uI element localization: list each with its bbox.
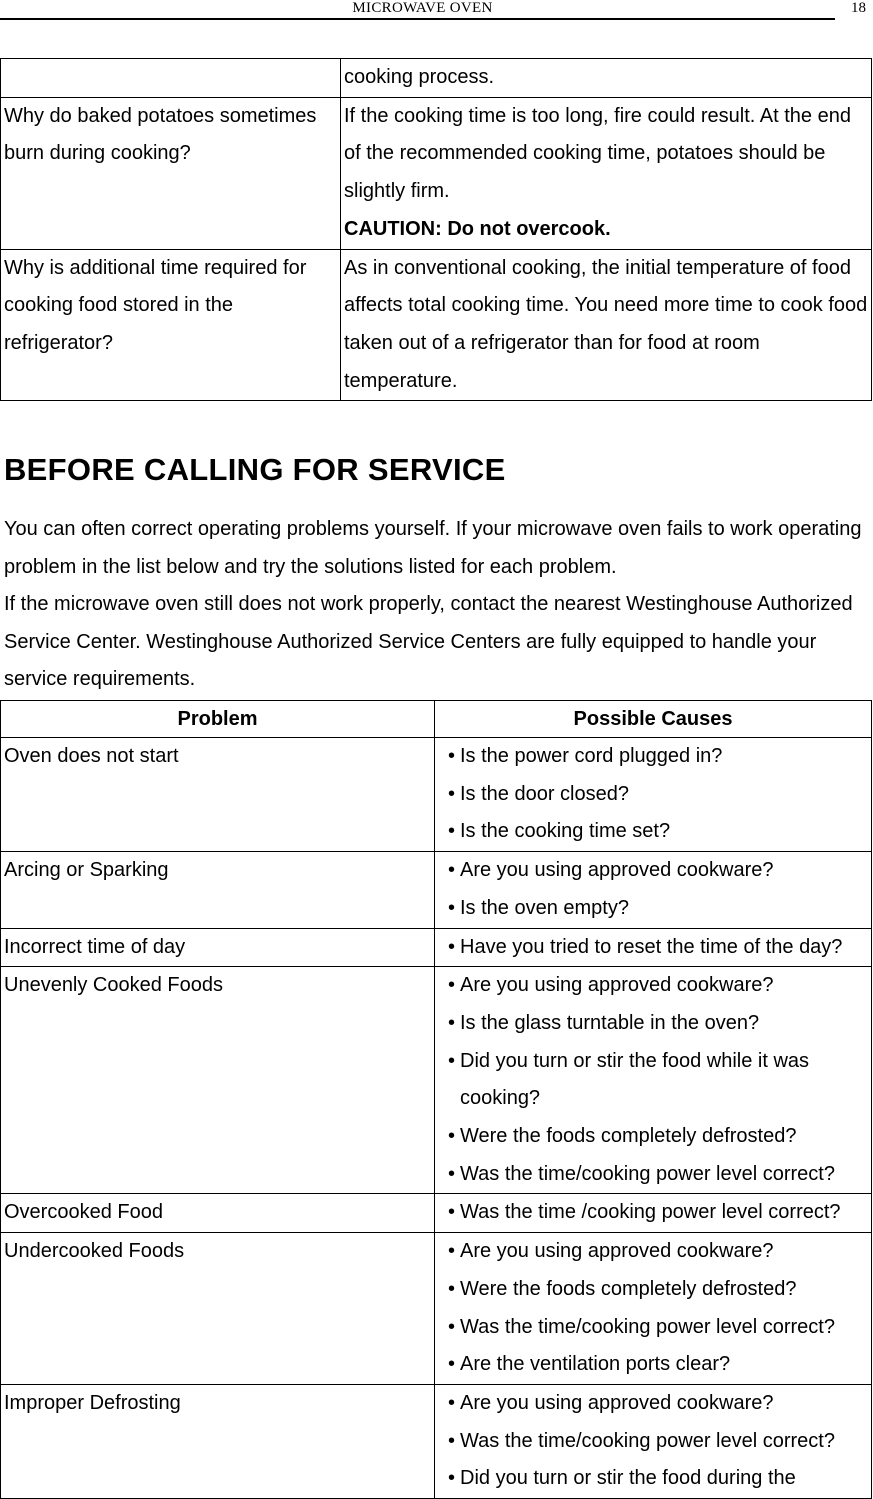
bullet-icon: • xyxy=(447,1240,455,1263)
troubleshooting-table xyxy=(0,700,872,1499)
cause-item: • Have you tried to reset the time of the day? xyxy=(443,929,871,967)
faq-question xyxy=(1,59,341,98)
table-row xyxy=(1,1233,872,1385)
bullet-icon: • xyxy=(447,1011,455,1034)
faq-table xyxy=(0,58,872,401)
causes-cell xyxy=(435,1233,872,1385)
bullet-icon: • xyxy=(447,935,455,958)
problem-cell: Overcooked Food xyxy=(1,1194,435,1233)
cause-item: • Is the cooking time set? xyxy=(443,813,871,851)
cause-item: • Was the time/cooking power level correct? xyxy=(443,1309,871,1347)
cause-item: • Was the time/cooking power level correct? xyxy=(443,1156,871,1194)
cause-item: • Is the door closed? xyxy=(443,776,871,814)
table-row xyxy=(1,738,872,852)
cause-item: • Is the oven empty? xyxy=(443,890,871,928)
faq-answer-cell xyxy=(341,97,872,249)
problem-cell: Improper Defrosting xyxy=(1,1384,435,1498)
bullet-icon: • xyxy=(447,1162,455,1185)
page-number: 18 xyxy=(851,0,866,16)
causes-cell xyxy=(435,967,872,1194)
faq-row xyxy=(1,97,872,249)
bullet-icon: • xyxy=(447,820,455,843)
cause-item: • Were the foods completely defrosted? xyxy=(443,1118,871,1156)
bullet-icon: • xyxy=(447,859,455,882)
table-row xyxy=(1,928,872,967)
causes-cell xyxy=(435,852,872,928)
cause-item: • Is the glass turntable in the oven? xyxy=(443,1005,871,1043)
bullet-icon: • xyxy=(447,782,455,805)
table-row xyxy=(1,1384,872,1498)
bullet-icon: • xyxy=(447,1391,455,1414)
faq-answer: cooking process. xyxy=(341,59,872,98)
faq-question: Why do baked potatoes sometimes burn during cooking? xyxy=(1,97,341,249)
bullet-icon: • xyxy=(447,1315,455,1338)
bullet-icon: • xyxy=(447,974,455,997)
cause-item: • Are you using approved cookware? xyxy=(443,1233,871,1271)
faq-question: Why is additional time required for cooking food stored in the refrigerator? xyxy=(1,249,341,401)
faq-answer: If the cooking time is too long, fire could result. At the end of the recommended cooking time, potatoes should be slightly firm. xyxy=(344,104,851,203)
causes-cell xyxy=(435,738,872,852)
causes-cell xyxy=(435,1384,872,1498)
intro-paragraph: If the microwave oven still does not work properly, contact the nearest Westinghouse Authorized Service Center. Westinghouse Authorized Service Centers are fully equipped to handle your service requirements. xyxy=(4,593,853,690)
intro-text xyxy=(4,511,870,699)
cause-item: • Did you turn or stir the food during the xyxy=(443,1460,871,1498)
header-title: MICROWAVE OVEN xyxy=(352,0,493,16)
problem-cell: Oven does not start xyxy=(1,738,435,852)
cause-item: • Are you using approved cookware? xyxy=(443,852,871,890)
problem-cell: Arcing or Sparking xyxy=(1,852,435,928)
bullet-icon: • xyxy=(447,1353,455,1376)
faq-answer: As in conventional cooking, the initial temperature of food affects total cooking time. You need more time to cook food taken out of a refrigerator than for food at room temperature. xyxy=(341,249,872,401)
table-row xyxy=(1,967,872,1194)
column-header-problem: Problem xyxy=(1,701,435,738)
problem-cell: Incorrect time of day xyxy=(1,928,435,967)
table-header-row xyxy=(1,701,872,738)
bullet-icon: • xyxy=(447,1277,455,1300)
cause-item: • Are you using approved cookware? xyxy=(443,967,871,1005)
cause-item: • Did you turn or stir the food while it was cooking? xyxy=(443,1043,871,1118)
bullet-icon: • xyxy=(447,1201,455,1224)
cause-item: • Are you using approved cookware? xyxy=(443,1385,871,1423)
cause-item: • Were the foods completely defrosted? xyxy=(443,1271,871,1309)
causes-cell xyxy=(435,1194,872,1233)
bullet-icon: • xyxy=(447,745,455,767)
problem-cell: Undercooked Foods xyxy=(1,1233,435,1385)
column-header-causes: Possible Causes xyxy=(435,701,872,738)
faq-row xyxy=(1,59,872,98)
cause-item: • Was the time/cooking power level correct? xyxy=(443,1423,871,1461)
bullet-icon: • xyxy=(447,1049,455,1072)
intro-paragraph: You can often correct operating problems yourself. If your microwave oven fails to work operating problem in the list below and try the solutions listed for each problem. xyxy=(4,518,862,578)
page-header xyxy=(0,0,873,22)
cause-item: • Is the power cord plugged in? xyxy=(443,738,871,776)
header-rule xyxy=(0,18,835,20)
cause-item: • Was the time /cooking power level correct? xyxy=(443,1194,871,1232)
bullet-icon: • xyxy=(447,1429,455,1452)
causes-cell xyxy=(435,928,872,967)
problem-cell: Unevenly Cooked Foods xyxy=(1,967,435,1194)
table-row xyxy=(1,1194,872,1233)
faq-row xyxy=(1,249,872,401)
table-row xyxy=(1,852,872,928)
caution-text: CAUTION: Do not overcook. xyxy=(344,217,611,240)
bullet-icon: • xyxy=(447,1467,455,1490)
section-heading: BEFORE CALLING FOR SERVICE xyxy=(4,452,506,487)
cause-item: • Are the ventilation ports clear? xyxy=(443,1346,871,1384)
bullet-icon: • xyxy=(447,896,455,919)
bullet-icon: • xyxy=(447,1125,455,1148)
